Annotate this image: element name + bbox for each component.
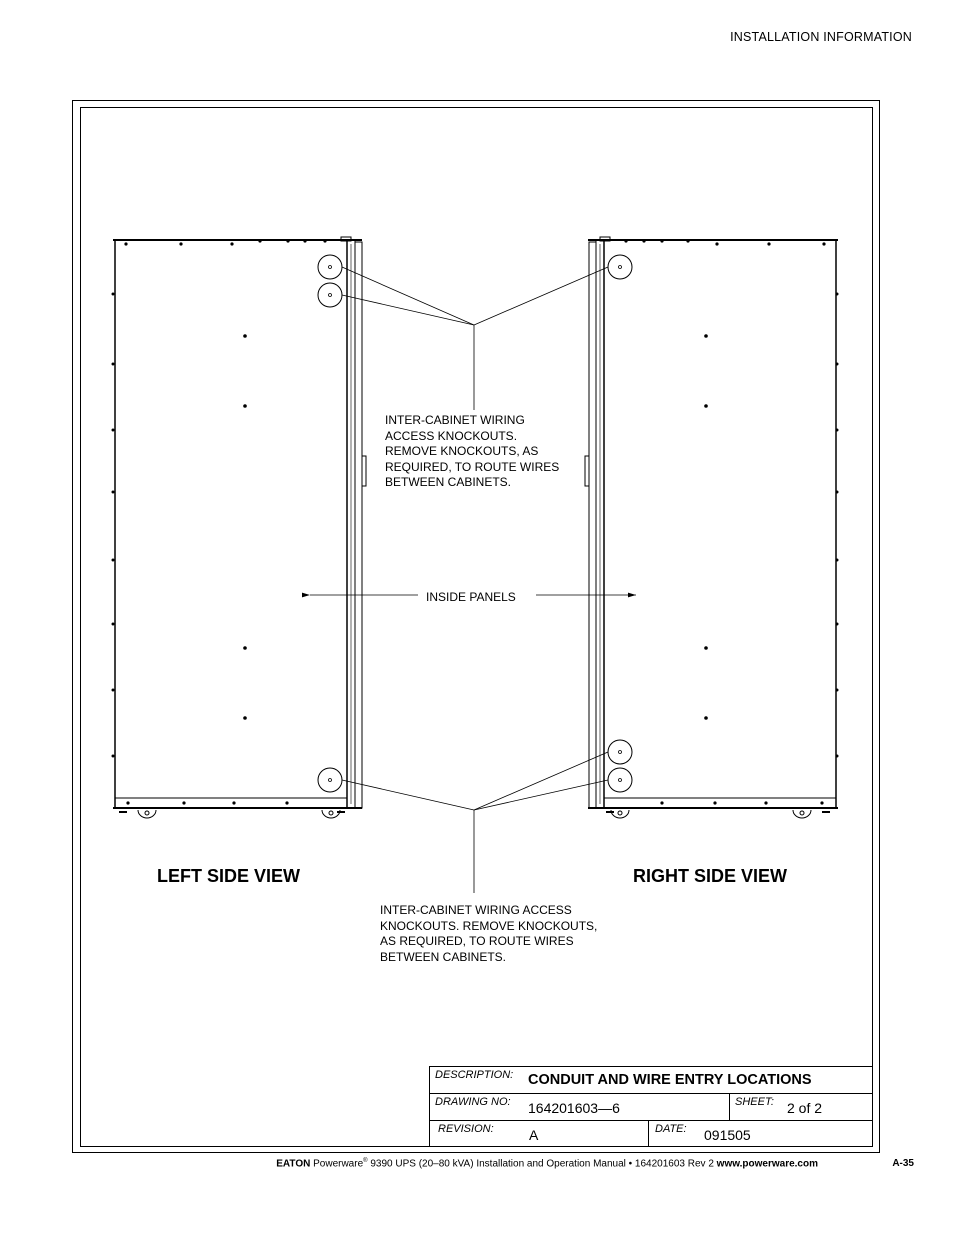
section-header: INSTALLATION INFORMATION (730, 30, 912, 44)
title-block (429, 1066, 873, 1147)
revision-value: A (529, 1127, 539, 1143)
footer-url: www.powerware.com (716, 1158, 818, 1170)
revision-label: REVISION: (438, 1123, 494, 1135)
right-side-view-title: RIGHT SIDE VIEW (633, 866, 788, 886)
sheet-label: SHEET: (735, 1096, 774, 1108)
top-knockout-note: INTER-CABINET WIRING ACCESS KNOCKOUTS. REMOVE KNOCKOUTS, AS REQUIRED, TO ROUTE WIRES BETWEEN CABINETS. (385, 413, 560, 489)
date-label: DATE: (655, 1123, 687, 1135)
right-cabinet-fasteners (624, 239, 838, 804)
title-block-description-row (430, 1067, 872, 1094)
drawing-no-value: 164201603—6 (528, 1100, 620, 1116)
right-cabinet (585, 237, 838, 818)
bottom-knockout-note: INTER-CABINET WIRING ACCESS KNOCKOUTS. REMOVE KNOCKOUTS, AS REQUIRED, TO ROUTE WIRES BETWEEN CABINETS. (380, 903, 598, 964)
page-footer (0, 1158, 818, 1169)
footer-manual: 9390 UPS (20–80 kVA) Installation and Operation Manual • 164201603 Rev 2 (367, 1158, 717, 1170)
date-value: 091505 (704, 1127, 751, 1143)
title-block-drawing-row (430, 1094, 872, 1121)
footer-reg-mark: ® (363, 1158, 368, 1164)
title-block-revision-row (430, 1121, 872, 1146)
footer-brand: EATON (276, 1158, 311, 1170)
drawing-no-label: DRAWING NO: (435, 1096, 511, 1108)
left-side-view-title: LEFT SIDE VIEW (157, 866, 301, 886)
inside-panels-label: INSIDE PANELS (426, 590, 516, 604)
footer-product: Powerware (313, 1158, 364, 1170)
divider (729, 1094, 730, 1120)
description-label: DESCRIPTION: (435, 1069, 514, 1081)
divider (648, 1121, 649, 1146)
sheet-value: 2 of 2 (787, 1100, 823, 1116)
leader-lines (310, 267, 636, 893)
left-cabinet (113, 237, 366, 818)
page-number: A-35 (892, 1158, 914, 1169)
description-value: CONDUIT AND WIRE ENTRY LOCATIONS (528, 1072, 812, 1088)
left-cabinet-fasteners (112, 239, 327, 804)
